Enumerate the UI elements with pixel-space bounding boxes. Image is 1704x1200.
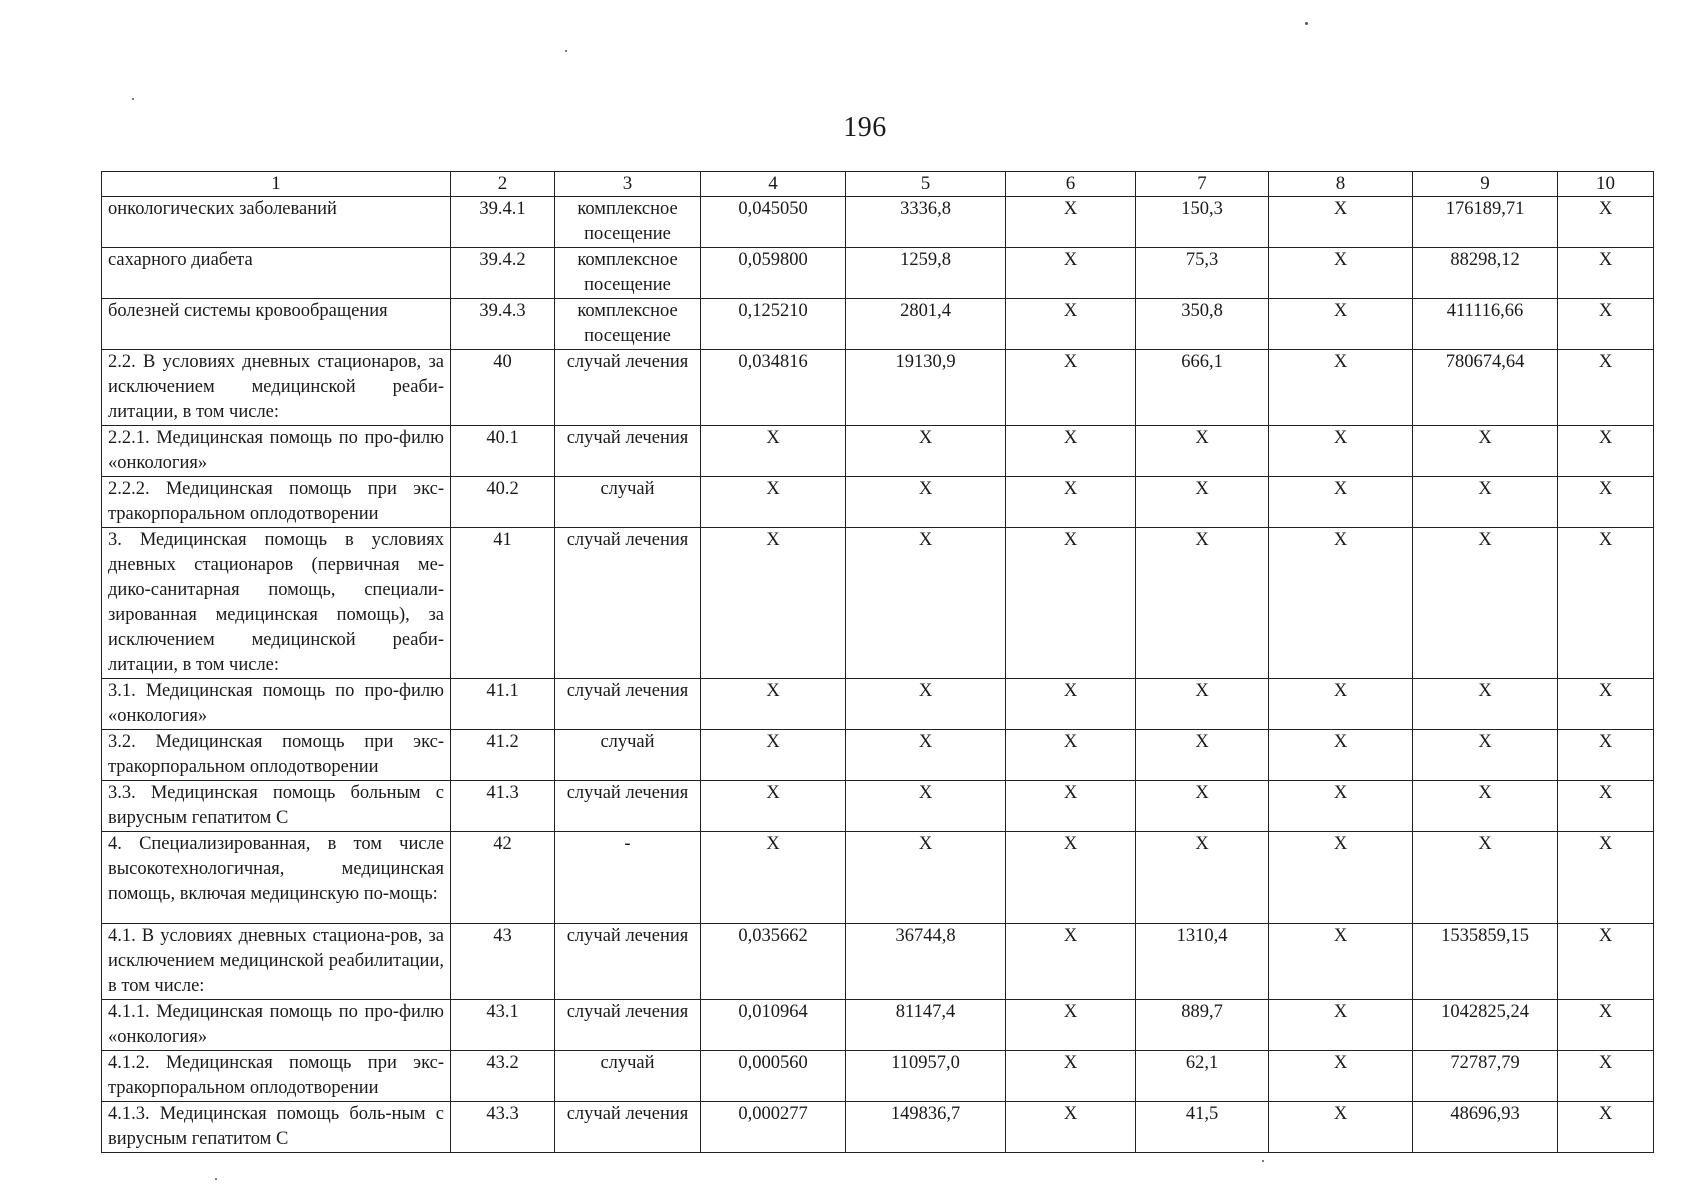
- value-cell-col7: 62,1: [1136, 1051, 1269, 1102]
- value-cell-col7: 41,5: [1136, 1102, 1269, 1153]
- value-cell-col8: X: [1269, 781, 1413, 832]
- value-cell-col9: 1042825,24: [1413, 1000, 1558, 1051]
- scan-speck: [132, 98, 134, 100]
- value-cell-col4: 0,059800: [701, 248, 846, 299]
- value-cell-col7: X: [1136, 730, 1269, 781]
- row-unit-cell: комплексное посещение: [555, 299, 701, 350]
- value-cell-col9: X: [1413, 781, 1558, 832]
- value-cell-col8: X: [1269, 924, 1413, 1000]
- value-cell-col7: 889,7: [1136, 1000, 1269, 1051]
- table-row: [102, 832, 1654, 924]
- value-cell-col4: 0,000560: [701, 1051, 846, 1102]
- row-name-cell: 4. Специализированная, в том числе высокотехнологичная, медицинская помощь, включая медицинскую по-мощь:: [102, 832, 451, 924]
- value-cell-col5: 19130,9: [846, 350, 1006, 426]
- value-cell-col10: X: [1558, 528, 1654, 679]
- value-cell-col4: 0,034816: [701, 350, 846, 426]
- row-name-cell: 2.2.2. Медицинская помощь при экс-тракорпоральном оплодотворении: [102, 477, 451, 528]
- row-unit-cell: случай лечения: [555, 426, 701, 477]
- column-number-row: [102, 172, 1654, 197]
- row-unit-cell: случай лечения: [555, 1000, 701, 1051]
- row-unit-cell: -: [555, 832, 701, 924]
- column-header: 10: [1558, 172, 1654, 197]
- data-table: [101, 171, 1654, 1153]
- column-header: 4: [701, 172, 846, 197]
- value-cell-col9: 72787,79: [1413, 1051, 1558, 1102]
- value-cell-col9: 88298,12: [1413, 248, 1558, 299]
- row-unit-cell: случай: [555, 1051, 701, 1102]
- value-cell-col6: X: [1006, 924, 1136, 1000]
- column-header: 8: [1269, 172, 1413, 197]
- value-cell-col10: X: [1558, 1051, 1654, 1102]
- row-code-cell: 43: [451, 924, 555, 1000]
- value-cell-col7: X: [1136, 426, 1269, 477]
- value-cell-col6: X: [1006, 477, 1136, 528]
- value-cell-col5: 36744,8: [846, 924, 1006, 1000]
- value-cell-col6: X: [1006, 1051, 1136, 1102]
- row-code-cell: 39.4.1: [451, 197, 555, 248]
- value-cell-col9: 176189,71: [1413, 197, 1558, 248]
- value-cell-col9: 1535859,15: [1413, 924, 1558, 1000]
- value-cell-col5: X: [846, 781, 1006, 832]
- value-cell-col6: X: [1006, 832, 1136, 924]
- row-name-cell: 4.1.2. Медицинская помощь при экс-тракорпоральном оплодотворении: [102, 1051, 451, 1102]
- value-cell-col4: 0,010964: [701, 1000, 846, 1051]
- row-code-cell: 40.1: [451, 426, 555, 477]
- value-cell-col9: X: [1413, 426, 1558, 477]
- value-cell-col5: 81147,4: [846, 1000, 1006, 1051]
- table-row: [102, 1000, 1654, 1051]
- value-cell-col10: X: [1558, 1000, 1654, 1051]
- value-cell-col8: X: [1269, 248, 1413, 299]
- value-cell-col4: X: [701, 679, 846, 730]
- row-name-cell: 3.1. Медицинская помощь по про-филю «онкология»: [102, 679, 451, 730]
- value-cell-col10: X: [1558, 924, 1654, 1000]
- value-cell-col4: 0,035662: [701, 924, 846, 1000]
- row-code-cell: 43.1: [451, 1000, 555, 1051]
- value-cell-col5: 3336,8: [846, 197, 1006, 248]
- value-cell-col8: X: [1269, 1102, 1413, 1153]
- table-row: [102, 426, 1654, 477]
- value-cell-col7: X: [1136, 781, 1269, 832]
- value-cell-col10: X: [1558, 832, 1654, 924]
- row-unit-cell: случай лечения: [555, 1102, 701, 1153]
- value-cell-col6: X: [1006, 350, 1136, 426]
- row-code-cell: 39.4.3: [451, 299, 555, 350]
- value-cell-col8: X: [1269, 679, 1413, 730]
- table-row: [102, 1051, 1654, 1102]
- value-cell-col8: X: [1269, 1000, 1413, 1051]
- row-name-cell: 3.3. Медицинская помощь больным с вирусным гепатитом С: [102, 781, 451, 832]
- row-unit-cell: случай лечения: [555, 528, 701, 679]
- page-number: 196: [843, 112, 887, 143]
- value-cell-col6: X: [1006, 1000, 1136, 1051]
- row-name-cell: 4.1.1. Медицинская помощь по про-филю «онкология»: [102, 1000, 451, 1051]
- row-name-cell: онкологических заболеваний: [102, 197, 451, 248]
- row-name-cell: 3. Медицинская помощь в условиях дневных стационаров (первичная ме-дико-санитарная помощь, специали-зированная медицинская помощь), за исключением медицинской реаби-литации, в том числе:: [102, 528, 451, 679]
- value-cell-col9: X: [1413, 832, 1558, 924]
- value-cell-col5: 2801,4: [846, 299, 1006, 350]
- value-cell-col9: X: [1413, 477, 1558, 528]
- column-header: 3: [555, 172, 701, 197]
- value-cell-col8: X: [1269, 1051, 1413, 1102]
- value-cell-col7: 666,1: [1136, 350, 1269, 426]
- value-cell-col5: 1259,8: [846, 248, 1006, 299]
- row-name-cell: 4.1. В условиях дневных стациона-ров, за исключением медицинской реабилитации, в том числе:: [102, 924, 451, 1000]
- column-header: 1: [102, 172, 451, 197]
- value-cell-col9: X: [1413, 730, 1558, 781]
- value-cell-col8: X: [1269, 477, 1413, 528]
- value-cell-col8: X: [1269, 426, 1413, 477]
- table-row: [102, 350, 1654, 426]
- value-cell-col9: 48696,93: [1413, 1102, 1558, 1153]
- scan-speck: [1262, 1160, 1264, 1162]
- value-cell-col10: X: [1558, 477, 1654, 528]
- value-cell-col6: X: [1006, 679, 1136, 730]
- value-cell-col4: 0,000277: [701, 1102, 846, 1153]
- value-cell-col10: X: [1558, 299, 1654, 350]
- row-unit-cell: комплексное посещение: [555, 248, 701, 299]
- value-cell-col8: X: [1269, 299, 1413, 350]
- value-cell-col7: X: [1136, 528, 1269, 679]
- table-row: [102, 781, 1654, 832]
- value-cell-col4: X: [701, 832, 846, 924]
- value-cell-col7: 350,8: [1136, 299, 1269, 350]
- column-header: 5: [846, 172, 1006, 197]
- value-cell-col9: 411116,66: [1413, 299, 1558, 350]
- table-row: [102, 197, 1654, 248]
- value-cell-col8: X: [1269, 350, 1413, 426]
- column-header: 2: [451, 172, 555, 197]
- value-cell-col7: X: [1136, 679, 1269, 730]
- value-cell-col10: X: [1558, 730, 1654, 781]
- row-code-cell: 40: [451, 350, 555, 426]
- value-cell-col5: X: [846, 426, 1006, 477]
- value-cell-col5: X: [846, 730, 1006, 781]
- value-cell-col5: X: [846, 477, 1006, 528]
- row-unit-cell: случай лечения: [555, 781, 701, 832]
- value-cell-col10: X: [1558, 248, 1654, 299]
- value-cell-col5: X: [846, 832, 1006, 924]
- row-name-cell: 3.2. Медицинская помощь при экс-тракорпоральном оплодотворении: [102, 730, 451, 781]
- value-cell-col8: X: [1269, 528, 1413, 679]
- value-cell-col6: X: [1006, 781, 1136, 832]
- table-row: [102, 679, 1654, 730]
- scan-speck: [215, 1178, 217, 1180]
- row-code-cell: 41.1: [451, 679, 555, 730]
- table-row: [102, 248, 1654, 299]
- value-cell-col9: X: [1413, 679, 1558, 730]
- value-cell-col6: X: [1006, 426, 1136, 477]
- value-cell-col5: X: [846, 679, 1006, 730]
- row-name-cell: 4.1.3. Медицинская помощь боль-ным с вирусным гепатитом С: [102, 1102, 451, 1153]
- value-cell-col8: X: [1269, 832, 1413, 924]
- value-cell-col6: X: [1006, 248, 1136, 299]
- column-header: 9: [1413, 172, 1558, 197]
- value-cell-col5: 149836,7: [846, 1102, 1006, 1153]
- row-name-cell: 2.2.1. Медицинская помощь по про-филю «онкология»: [102, 426, 451, 477]
- value-cell-col10: X: [1558, 350, 1654, 426]
- row-code-cell: 39.4.2: [451, 248, 555, 299]
- value-cell-col7: X: [1136, 477, 1269, 528]
- table-row: [102, 730, 1654, 781]
- value-cell-col10: X: [1558, 679, 1654, 730]
- column-header: 7: [1136, 172, 1269, 197]
- value-cell-col8: X: [1269, 197, 1413, 248]
- table-row: [102, 299, 1654, 350]
- value-cell-col7: 75,3: [1136, 248, 1269, 299]
- row-code-cell: 42: [451, 832, 555, 924]
- row-unit-cell: случай лечения: [555, 679, 701, 730]
- value-cell-col4: X: [701, 730, 846, 781]
- value-cell-col8: X: [1269, 730, 1413, 781]
- value-cell-col6: X: [1006, 197, 1136, 248]
- table-row: [102, 924, 1654, 1000]
- row-name-cell: сахарного диабета: [102, 248, 451, 299]
- row-code-cell: 40.2: [451, 477, 555, 528]
- value-cell-col4: X: [701, 426, 846, 477]
- value-cell-col10: X: [1558, 1102, 1654, 1153]
- value-cell-col6: X: [1006, 730, 1136, 781]
- value-cell-col4: X: [701, 781, 846, 832]
- value-cell-col4: X: [701, 528, 846, 679]
- row-code-cell: 43.2: [451, 1051, 555, 1102]
- value-cell-col10: X: [1558, 197, 1654, 248]
- row-code-cell: 41.2: [451, 730, 555, 781]
- value-cell-col4: 0,125210: [701, 299, 846, 350]
- row-code-cell: 43.3: [451, 1102, 555, 1153]
- row-unit-cell: случай лечения: [555, 924, 701, 1000]
- value-cell-col4: X: [701, 477, 846, 528]
- value-cell-col5: X: [846, 528, 1006, 679]
- row-name-cell: 2.2. В условиях дневных стационаров, за исключением медицинской реаби-литации, в том числе:: [102, 350, 451, 426]
- value-cell-col7: 1310,4: [1136, 924, 1269, 1000]
- row-name-cell: болезней системы кровообращения: [102, 299, 451, 350]
- value-cell-col6: X: [1006, 299, 1136, 350]
- row-unit-cell: случай лечения: [555, 350, 701, 426]
- value-cell-col4: 0,045050: [701, 197, 846, 248]
- scan-speck: [1305, 22, 1308, 25]
- value-cell-col7: 150,3: [1136, 197, 1269, 248]
- row-unit-cell: комплексное посещение: [555, 197, 701, 248]
- value-cell-col6: X: [1006, 1102, 1136, 1153]
- value-cell-col10: X: [1558, 426, 1654, 477]
- value-cell-col9: 780674,64: [1413, 350, 1558, 426]
- value-cell-col5: 110957,0: [846, 1051, 1006, 1102]
- row-unit-cell: случай: [555, 477, 701, 528]
- table-row: [102, 477, 1654, 528]
- value-cell-col7: X: [1136, 832, 1269, 924]
- row-code-cell: 41: [451, 528, 555, 679]
- row-code-cell: 41.3: [451, 781, 555, 832]
- scan-speck: [565, 50, 567, 52]
- row-unit-cell: случай: [555, 730, 701, 781]
- value-cell-col6: X: [1006, 528, 1136, 679]
- table-row: [102, 1102, 1654, 1153]
- value-cell-col10: X: [1558, 781, 1654, 832]
- table-row: [102, 528, 1654, 679]
- value-cell-col9: X: [1413, 528, 1558, 679]
- column-header: 6: [1006, 172, 1136, 197]
